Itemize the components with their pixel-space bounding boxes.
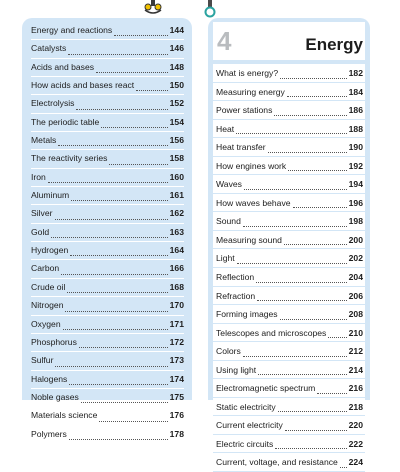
entry-title: Energy and reactions — [31, 25, 113, 35]
contents-entry[interactable] — [213, 416, 365, 435]
dot-leader — [243, 225, 347, 227]
entry-page-number: 208 — [348, 309, 363, 320]
entry-title: What is energy? — [216, 68, 279, 78]
entry-title: Aluminum — [31, 190, 70, 201]
contents-entry[interactable] — [31, 150, 184, 168]
entry-title: Colors — [216, 346, 241, 357]
dot-leader — [76, 108, 167, 110]
dot-leader — [55, 365, 167, 367]
entry-title: How acids and bases react — [31, 80, 135, 91]
entry-page-number: 174 — [169, 373, 184, 384]
dot-leader — [136, 89, 167, 91]
contents-entry[interactable] — [213, 342, 365, 361]
contents-entry[interactable] — [213, 268, 365, 287]
dot-leader — [287, 95, 347, 97]
dot-leader — [69, 383, 167, 385]
dot-leader — [79, 346, 168, 348]
contents-entry[interactable] — [31, 352, 184, 370]
entry-page-number: 188 — [348, 123, 363, 134]
contents-entry[interactable] — [31, 95, 184, 113]
contents-entry[interactable] — [213, 64, 365, 83]
entry-title: Iron — [31, 171, 46, 182]
contents-entry[interactable] — [213, 138, 365, 157]
entry-title: Heat — [216, 123, 235, 134]
entry-title: Gold — [31, 226, 50, 237]
dot-leader — [278, 410, 347, 412]
chapter-title: Energy — [305, 35, 363, 54]
entry-title: Static electricity — [216, 401, 276, 412]
entry-page-number: 166 — [169, 263, 184, 274]
entry-page-number: 164 — [169, 245, 184, 256]
dot-leader — [67, 291, 167, 293]
contents-entry[interactable] — [31, 297, 184, 315]
entry-page-number: 176 — [169, 410, 184, 421]
contents-entry[interactable] — [31, 169, 184, 187]
entry-page-number: 168 — [169, 281, 184, 292]
entry-title: Materials science — [31, 410, 98, 421]
entry-title: Catalysts — [31, 43, 67, 54]
contents-entry[interactable] — [213, 287, 365, 306]
dot-leader — [288, 169, 346, 171]
dot-leader — [275, 447, 346, 449]
dot-leader — [340, 466, 347, 468]
entry-title: Heat transfer — [216, 142, 266, 153]
entry-page-number: 170 — [169, 300, 184, 311]
contents-entry[interactable] — [31, 187, 184, 205]
entry-page-number: 163 — [169, 226, 184, 237]
contents-entry[interactable] — [31, 40, 184, 58]
contents-entry[interactable] — [213, 361, 365, 380]
contents-entry[interactable] — [31, 114, 184, 132]
contents-entry[interactable] — [31, 132, 184, 150]
dot-leader — [63, 328, 168, 330]
entry-page-number: 212 — [348, 346, 363, 357]
entry-title: Light — [216, 253, 235, 264]
dot-leader — [109, 163, 167, 165]
dot-leader — [328, 336, 346, 338]
entry-page-number: 222 — [348, 438, 363, 449]
contents-entry[interactable] — [31, 260, 184, 278]
entry-title: Waves — [216, 179, 242, 190]
entry-page-number: 184 — [348, 86, 363, 97]
entry-page-number: 144 — [169, 25, 184, 35]
dot-leader — [58, 144, 167, 146]
contents-entry[interactable] — [213, 379, 365, 398]
contents-entry[interactable] — [213, 101, 365, 120]
entry-title: The reactivity series — [31, 153, 108, 164]
contents-entry[interactable] — [213, 305, 365, 324]
entry-title: Electromagnetic spectrum — [216, 383, 316, 394]
entry-title: Carbon — [31, 263, 60, 274]
contents-entry[interactable] — [31, 22, 184, 40]
dot-leader — [274, 114, 346, 116]
entry-page-number: 214 — [348, 364, 363, 375]
entry-title: How waves behave — [216, 197, 291, 208]
contents-entry[interactable] — [213, 120, 365, 139]
contents-entry[interactable] — [213, 194, 365, 213]
entry-title: Silver — [31, 208, 53, 219]
dot-leader — [280, 318, 347, 320]
chapter-number: 4 — [217, 26, 232, 56]
contents-entry[interactable] — [213, 175, 365, 194]
entry-title: Measuring sound — [216, 234, 282, 245]
entry-title: Oxygen — [31, 318, 61, 329]
contents-entry[interactable] — [213, 83, 365, 102]
dot-leader — [101, 126, 167, 128]
entry-page-number: 158 — [169, 153, 184, 164]
entry-page-number: 152 — [169, 98, 184, 109]
contents-entry[interactable] — [31, 77, 184, 95]
contents-entry[interactable] — [213, 212, 365, 231]
chapter-header — [213, 22, 365, 61]
entry-title: Forming images — [216, 309, 278, 320]
entry-page-number: 202 — [348, 253, 363, 264]
dot-leader — [48, 181, 168, 183]
contents-entry[interactable] — [31, 389, 184, 407]
contents-entry[interactable] — [31, 316, 184, 334]
entry-page-number: 173 — [169, 355, 184, 366]
entry-page-number: 154 — [169, 116, 184, 127]
magnet-illustration-icon — [203, 0, 217, 18]
dot-leader — [68, 53, 167, 55]
entry-page-number: 196 — [348, 197, 363, 208]
entry-title: Electric circuits — [216, 438, 274, 449]
entry-title: Current electricity — [216, 420, 283, 431]
entry-page-number: 156 — [169, 135, 184, 146]
contents-entry[interactable] — [31, 224, 184, 242]
contents-entry[interactable] — [213, 453, 365, 472]
contents-entry[interactable] — [213, 435, 365, 454]
entry-page-number: 171 — [169, 318, 184, 329]
dot-leader — [257, 299, 346, 301]
entry-title: Metals — [31, 135, 57, 146]
entry-page-number: 194 — [348, 179, 363, 190]
dot-leader — [55, 218, 168, 220]
contents-entry[interactable] — [31, 242, 184, 260]
entry-title: Reflection — [216, 272, 255, 283]
dot-leader — [114, 34, 167, 36]
entry-page-number: 220 — [348, 420, 363, 431]
entry-page-number: 186 — [348, 105, 363, 116]
contents-entry[interactable] — [31, 407, 184, 425]
dot-leader — [61, 273, 167, 275]
entry-page-number: 162 — [169, 208, 184, 219]
contents-entry[interactable] — [213, 324, 365, 343]
entry-page-number: 204 — [348, 272, 363, 283]
entry-page-number: 150 — [169, 80, 184, 91]
entry-page-number: 148 — [169, 61, 184, 72]
contents-entry[interactable] — [213, 157, 365, 176]
dot-leader — [317, 392, 346, 394]
entry-page-number: 175 — [169, 391, 184, 402]
entry-title: Sulfur — [31, 355, 54, 366]
dot-leader — [285, 429, 347, 431]
entry-page-number: 200 — [348, 234, 363, 245]
dot-leader — [258, 373, 347, 375]
contents-list-chemistry — [22, 18, 192, 439]
entry-title: Electrolysis — [31, 98, 75, 109]
dot-leader — [51, 236, 168, 238]
contents-entry[interactable] — [213, 398, 365, 417]
entry-title: Halogens — [31, 373, 68, 384]
robot-illustration-icon — [142, 0, 164, 16]
contents-entry[interactable] — [213, 231, 365, 250]
entry-title: Phosphorus — [31, 336, 77, 347]
entry-page-number: 146 — [169, 43, 184, 54]
dot-leader — [81, 401, 168, 403]
entry-page-number: 198 — [348, 216, 363, 227]
entry-title: Hydrogen — [31, 245, 69, 256]
entry-title: Sound — [216, 216, 241, 227]
entry-title: Measuring energy — [216, 86, 285, 97]
contents-entry[interactable] — [31, 279, 184, 297]
entry-title: Current, voltage, and resistance — [216, 457, 338, 468]
dot-leader — [69, 438, 168, 440]
dot-leader — [243, 355, 347, 357]
dot-leader — [96, 71, 168, 73]
contents-entry[interactable] — [31, 426, 184, 444]
dot-leader — [280, 77, 347, 79]
contents-entry[interactable] — [31, 371, 184, 389]
entry-title: Acids and bases — [31, 61, 95, 72]
entry-title: The periodic table — [31, 116, 100, 127]
entry-page-number: 210 — [348, 327, 363, 338]
contents-list-energy — [208, 18, 370, 468]
dot-leader — [71, 199, 167, 201]
dot-leader — [65, 310, 167, 312]
dot-leader — [70, 254, 167, 256]
contents-entry[interactable] — [213, 249, 365, 268]
entry-title: How engines work — [216, 160, 287, 171]
contents-entry[interactable] — [31, 334, 184, 352]
dot-leader — [99, 420, 167, 422]
entry-page-number: 192 — [348, 160, 363, 171]
entry-title: Nitrogen — [31, 300, 64, 311]
entry-title: Crude oil — [31, 281, 66, 292]
dot-leader — [256, 281, 346, 283]
entry-page-number: 218 — [348, 401, 363, 412]
entry-page-number: 206 — [348, 290, 363, 301]
entry-page-number: 172 — [169, 336, 184, 347]
dot-leader — [244, 188, 347, 190]
entry-page-number: 224 — [348, 457, 363, 468]
contents-entry[interactable] — [31, 205, 184, 223]
entry-title: Refraction — [216, 290, 256, 301]
dot-leader — [236, 132, 347, 134]
dot-leader — [237, 262, 347, 264]
entry-title: Power stations — [216, 105, 273, 116]
entry-page-number: 178 — [169, 428, 184, 439]
entry-page-number: 160 — [169, 171, 184, 182]
dot-leader — [284, 243, 347, 245]
entry-title: Polymers — [31, 428, 67, 439]
entry-page-number: 161 — [169, 190, 184, 201]
entry-page-number: 216 — [348, 383, 363, 394]
entry-title: Telescopes and microscopes — [216, 327, 327, 338]
entry-title: Noble gases — [31, 391, 79, 402]
entry-page-number: 190 — [348, 142, 363, 153]
dot-leader — [268, 151, 347, 153]
contents-entry[interactable] — [31, 59, 184, 77]
entry-title: Using light — [216, 364, 257, 375]
dot-leader — [293, 206, 347, 208]
entry-page-number: 182 — [348, 68, 363, 78]
